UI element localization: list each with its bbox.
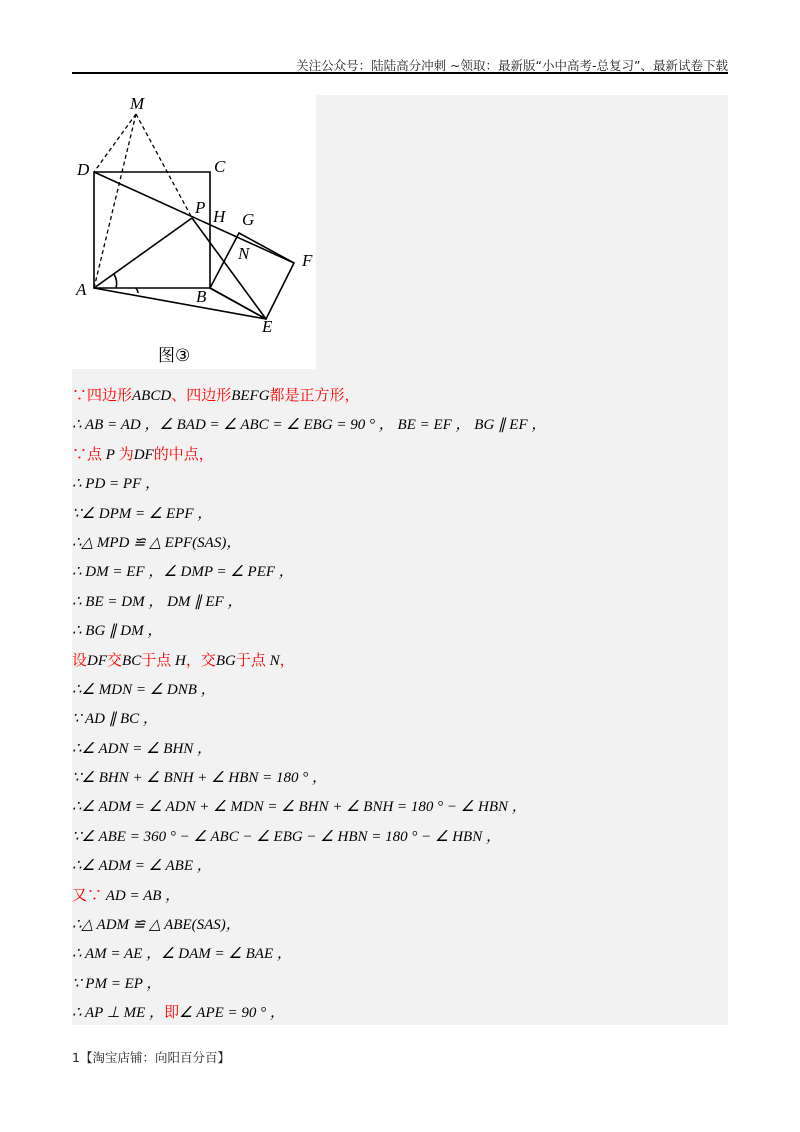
proof-segment: ∴∠ ADM = ∠ ADN + ∠ MDN = ∠ BHN + ∠ BNH = 180 ° − ∠ HBN ， bbox=[72, 799, 527, 816]
header-divider bbox=[72, 72, 728, 74]
proof-segment: ∵∠ DPM = ∠ EPF ， bbox=[72, 505, 213, 522]
proof-line bbox=[72, 911, 728, 940]
proof-line bbox=[72, 852, 728, 881]
proof-segment: BEFG bbox=[231, 388, 270, 404]
proof-line bbox=[72, 882, 728, 911]
square-abcd bbox=[94, 172, 210, 288]
label-b: B bbox=[196, 287, 207, 306]
proof-segment: ∵四边形 bbox=[72, 388, 133, 404]
proof-segment: 都是正方形， bbox=[269, 388, 360, 404]
proof-segment: 于点 bbox=[141, 652, 175, 669]
label-n: N bbox=[238, 244, 250, 263]
proof-segment: 设 bbox=[72, 652, 88, 669]
label-e: E bbox=[262, 317, 273, 336]
proof-segment: ∴△ MPD ≌ △ EPF(SAS)， bbox=[72, 534, 242, 551]
proof-segment: 又∵ bbox=[72, 887, 103, 904]
proof-line bbox=[72, 588, 728, 617]
proof-line bbox=[72, 470, 728, 499]
proof-segment: 的中点， bbox=[153, 446, 214, 463]
proof-segment: ∴△ ADM ≌ △ ABE(SAS)， bbox=[72, 917, 241, 934]
proof-segment: AD = AB ， bbox=[102, 887, 181, 904]
proof-line bbox=[72, 529, 728, 558]
label-c: C bbox=[214, 157, 226, 176]
proof-segment: ∴ BE = DM ， DM ∥ EF ， bbox=[72, 593, 243, 610]
label-p: P bbox=[195, 198, 206, 217]
proof-line bbox=[72, 647, 728, 676]
figure-diagram bbox=[72, 95, 316, 369]
proof-segment: ∴ DM = EF ，∠ DMP = ∠ PEF ， bbox=[72, 564, 294, 581]
label-m: M bbox=[130, 95, 145, 113]
proof-segment: DF bbox=[133, 446, 154, 463]
proof-segment: BC bbox=[122, 652, 142, 669]
segment-mp bbox=[136, 114, 192, 218]
proof-segment: 、四边形 bbox=[171, 388, 232, 404]
label-a: A bbox=[76, 280, 87, 299]
proof-segment: ∴ PD = PF ， bbox=[72, 476, 160, 493]
label-d: D bbox=[77, 160, 90, 179]
proof-segment: ∠ APE = 90 ° ， bbox=[179, 1005, 285, 1022]
proof-segment: ∵∠ ABE = 360 ° − ∠ ABC − ∠ EBG − ∠ HBN = 180 ° − ∠ HBN ， bbox=[72, 828, 501, 845]
proof-line bbox=[72, 500, 728, 529]
proof-segment: ∴ AM = AE ，∠ DAM = ∠ BAE ， bbox=[72, 946, 292, 963]
segment-df bbox=[94, 172, 294, 263]
proof-segment: BG bbox=[215, 652, 236, 669]
label-f: F bbox=[302, 251, 313, 270]
proof-segment: ， bbox=[279, 652, 295, 669]
segment-md bbox=[94, 114, 136, 172]
square-befg bbox=[210, 233, 294, 319]
proof-line bbox=[72, 735, 728, 764]
proof-steps bbox=[72, 382, 728, 1029]
proof-segment: ∴∠ ADM = ∠ ABE ， bbox=[72, 858, 212, 875]
page-header: 关注公众号：陆陆高分冲刺 ~领取：最新版“小中高考-总复习”、最新试卷下载 bbox=[296, 58, 728, 73]
proof-line bbox=[72, 411, 728, 440]
proof-segment: ∵ PM = EP ， bbox=[72, 975, 162, 992]
proof-line bbox=[72, 793, 728, 822]
proof-segment: 交 bbox=[107, 652, 123, 669]
proof-line bbox=[72, 676, 728, 705]
proof-segment: ∴ BG ∥ DM ， bbox=[72, 623, 163, 640]
proof-line bbox=[72, 940, 728, 969]
proof-segment: ∴ AP ⊥ ME ， bbox=[72, 1005, 165, 1022]
proof-segment: P bbox=[105, 446, 115, 463]
proof-segment: ∴∠ MDN = ∠ DNB ， bbox=[72, 681, 216, 698]
segment-ae bbox=[94, 288, 266, 319]
page-footer: 1【淘宝店铺：向阳百分百】 bbox=[72, 1050, 230, 1065]
proof-segment: 为 bbox=[114, 446, 134, 463]
proof-segment: H bbox=[174, 652, 186, 669]
proof-segment: ∵点 bbox=[72, 446, 106, 463]
proof-line bbox=[72, 441, 728, 470]
angle-arc-dap bbox=[114, 274, 117, 288]
proof-line bbox=[72, 558, 728, 587]
proof-line bbox=[72, 764, 728, 793]
proof-line bbox=[72, 823, 728, 852]
label-h: H bbox=[213, 207, 226, 226]
proof-line bbox=[72, 382, 728, 411]
proof-segment: ∴ AB = AD ，∠ BAD = ∠ ABC = ∠ EBG = 90 ° ， BE = EF ， BG ∥ EF ， bbox=[72, 417, 547, 434]
proof-segment: N bbox=[269, 652, 280, 669]
proof-segment: ∵ AD ∥ BC ， bbox=[72, 711, 158, 728]
proof-segment: DF bbox=[87, 652, 108, 669]
proof-segment: 即 bbox=[164, 1005, 180, 1022]
proof-line bbox=[72, 970, 728, 999]
proof-line bbox=[72, 705, 728, 734]
label-g: G bbox=[242, 210, 255, 229]
proof-segment: ，交 bbox=[185, 652, 216, 669]
proof-line bbox=[72, 999, 728, 1028]
figure-caption: 图③ bbox=[158, 346, 191, 366]
proof-segment: ABCD bbox=[132, 388, 172, 404]
geometry-figure bbox=[72, 95, 316, 369]
proof-segment: ∵∠ BHN + ∠ BNH + ∠ HBN = 180 ° ， bbox=[72, 770, 328, 787]
proof-segment: ∴∠ ADN = ∠ BHN ， bbox=[72, 740, 213, 757]
proof-segment: 于点 bbox=[235, 652, 270, 669]
proof-line bbox=[72, 617, 728, 646]
segment-ap bbox=[94, 218, 192, 288]
